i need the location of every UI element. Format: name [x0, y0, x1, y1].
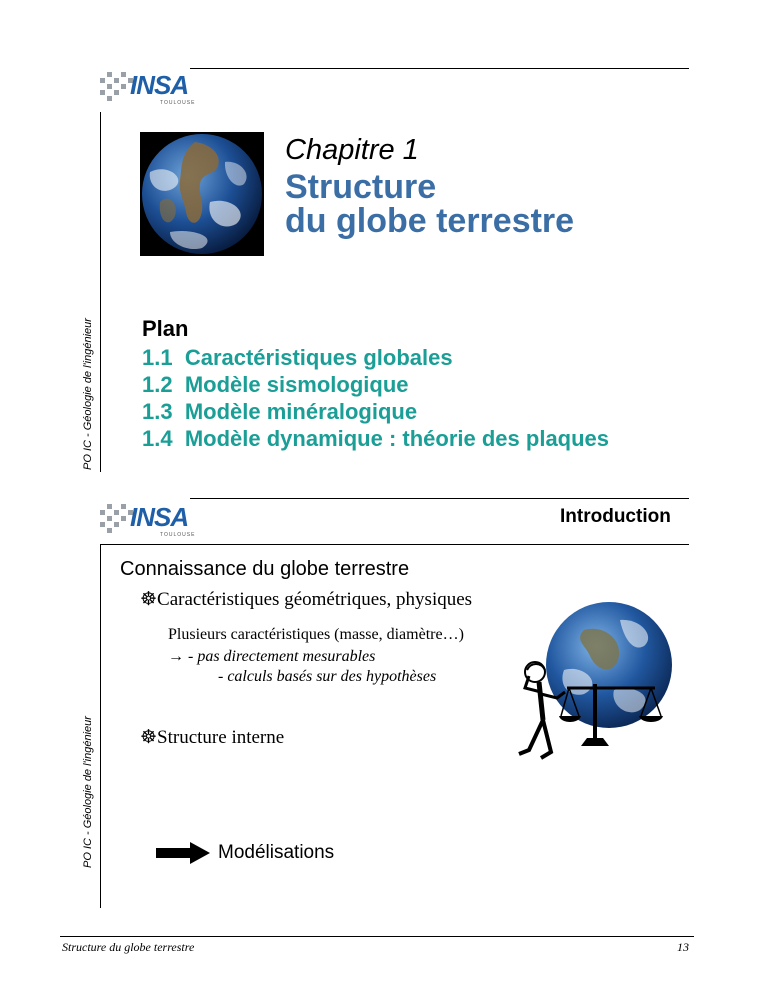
plan-item: 1.2 Modèle sismologique: [142, 372, 409, 397]
chapter-title-line1: Structure: [285, 168, 437, 206]
para-line-3: - calculs basés sur des hypothèses: [218, 668, 437, 685]
side-label: PO IC - Géologie de l'ingénieur: [82, 318, 94, 470]
slide-2: [0, 490, 768, 930]
right-arrow-icon: [156, 842, 210, 864]
bullet-2: ☸Structure interne: [140, 727, 285, 748]
top-rule: [190, 68, 689, 69]
left-rule: [100, 112, 101, 472]
plan-heading: Plan: [142, 316, 189, 341]
insa-logo-sub: TOULOUSE: [160, 532, 196, 538]
left-rule: [100, 544, 101, 908]
plan-list: [142, 344, 609, 452]
content-heading: Connaissance du globe terrestre: [120, 558, 410, 580]
top-rule: [190, 498, 689, 499]
insa-logo: INSA: [130, 70, 189, 100]
plan-item: 1.4 Modèle dynamique : théorie des plaques: [142, 426, 610, 451]
bullet-1: ☸Caractéristiques géométriques, physiques: [140, 589, 473, 610]
plan-item: 1.1 Caractéristiques globales: [142, 345, 453, 370]
insa-logo: INSA: [130, 502, 189, 532]
chapter-label: Chapitre 1: [285, 134, 419, 166]
section-title: Introduction: [560, 506, 671, 527]
para-line-2: → - pas directement mesurables: [168, 648, 376, 665]
plan-item: 1.3 Modèle minéralogique: [142, 399, 418, 424]
section-rule: [100, 544, 689, 545]
chapter-title-line2: du globe terrestre: [285, 202, 575, 240]
bullet-icon: ☸: [140, 589, 158, 610]
footer-title: Structure du globe terrestre: [62, 940, 195, 954]
para-line-1: Plusieurs caractéristiques (masse, diamètre…): [168, 626, 464, 643]
bullet-icon: ☸: [140, 727, 158, 748]
right-arrow-icon: →: [168, 648, 184, 665]
earth-globe-image: [140, 132, 264, 256]
footer-rule: [60, 936, 694, 937]
slide-1: [0, 0, 768, 480]
side-label: PO IC - Géologie de l'ingénieur: [82, 716, 94, 868]
page-number: 13: [677, 940, 689, 954]
conclusion-text: Modélisations: [218, 842, 335, 863]
thinker-scale-illustration: [505, 658, 675, 768]
insa-logo-sub: TOULOUSE: [160, 100, 196, 106]
